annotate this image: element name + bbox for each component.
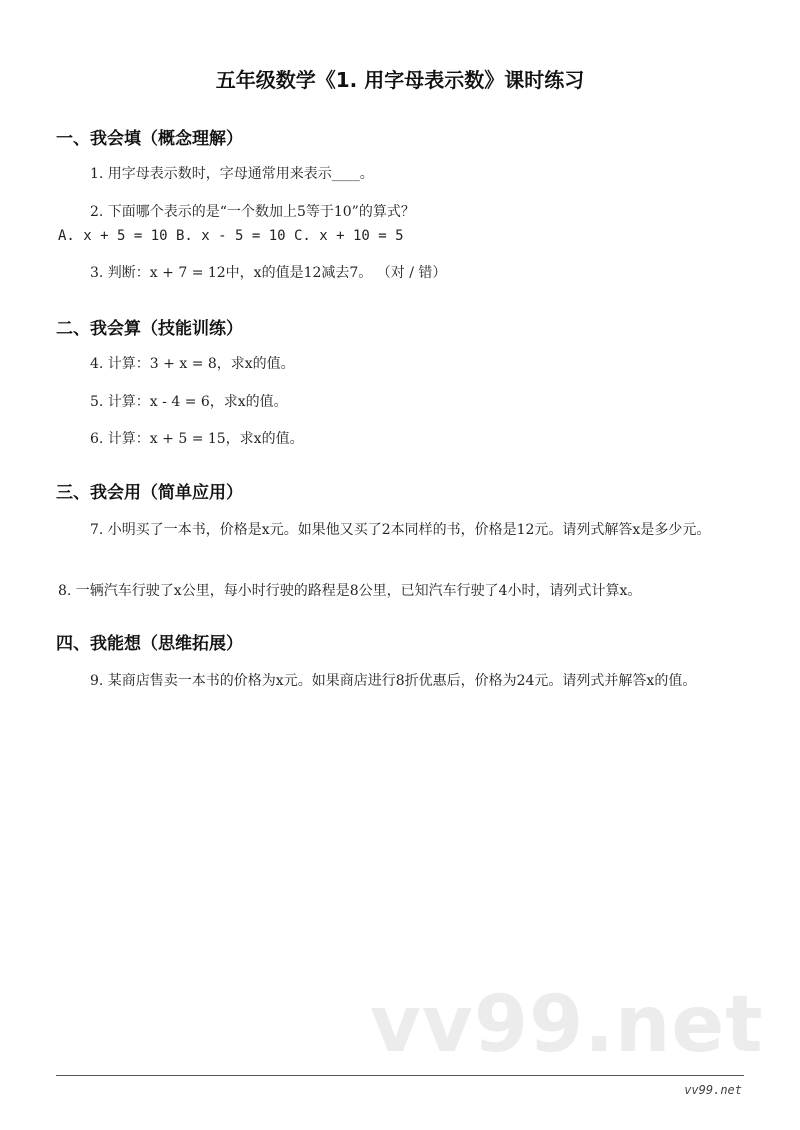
watermark: vv99.net [370,980,764,1070]
question-8: 8. 一辆汽车行驶了x公里，每小时行驶的路程是8公里，已知汽车行驶了4小时，请列式计算x。 [58,583,642,599]
question-2-options: A. x + 5 = 10 B. x - 5 = 10 C. x + 10 = 5 [58,228,404,244]
question-5: 5. 计算：x - 4 = 6，求x的值。 [90,394,288,410]
section-heading-1: 一、我会填（概念理解） [56,129,243,149]
section-heading-4: 四、我能想（思维拓展） [56,634,243,654]
page-title: 五年级数学《1. 用字母表示数》课时练习 [215,68,585,92]
footer-site-label: vv99.net [684,1083,742,1097]
section-heading-3: 三、我会用（简单应用） [56,483,243,503]
question-3: 3. 判断：x + 7 = 12中，x的值是12减去7。 （对 / 错） [90,265,447,281]
question-2: 2. 下面哪个表示的是“一个数加上5等于10”的算式？ [90,204,415,220]
question-6: 6. 计算：x + 5 = 15，求x的值。 [90,431,304,447]
footer-divider [56,1075,744,1076]
question-4: 4. 计算：3 + x = 8，求x的值。 [90,356,295,372]
question-1: 1. 用字母表示数时，字母通常用来表示____。 [90,166,374,182]
question-7: 7. 小明买了一本书，价格是x元。如果他又买了2本同样的书，价格是12元。请列式解答x是多少元。 [90,522,711,538]
section-heading-2: 二、我会算（技能训练） [56,319,243,339]
question-9: 9. 某商店售卖一本书的价格为x元。如果商店进行8折优惠后，价格为24元。请列式并解答x的值。 [90,673,697,689]
